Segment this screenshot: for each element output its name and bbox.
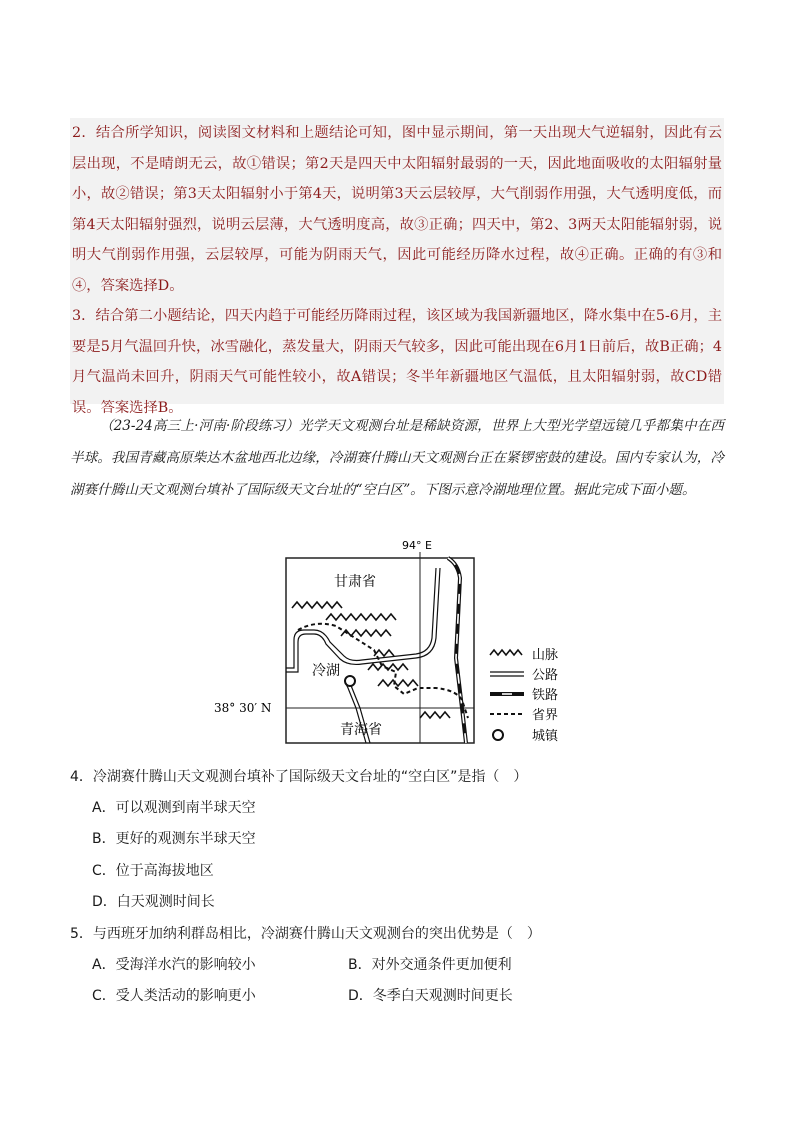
longitude-label: 94° E bbox=[402, 539, 432, 552]
qinghai-label: 青海省 bbox=[340, 722, 382, 738]
q4-option-d[interactable]: D．白天观测时间长 bbox=[92, 894, 215, 910]
legend-town-label: 城镇 bbox=[532, 729, 559, 744]
q4-option-c[interactable]: C．位于高海拔地区 bbox=[92, 863, 214, 879]
road-lines bbox=[286, 568, 440, 743]
q5-option-c[interactable]: C．受人类活动的影响更小 bbox=[92, 988, 256, 1004]
gansu-label: 甘肃省 bbox=[334, 574, 376, 590]
answer-text-2: 2．结合所学知识，阅读图文材料和上题结论可知，图中显示期间，第一天出现大气逆辐射，因此有云层出现，不是晴朗无云，故①错误；第2天是四天中太阳辐射最弱的一天，因此地面吸收的太阳辐射量小，故②错误；第3天太阳辐射小于第4天，说明第3天云层较厚，大气削弱作用强，大气透明度低，而第4天太阳辐射强烈，说明云层薄，大气透明度高，故③正确；四天中，第2、3两天太阳能辐射弱，说明大气削弱作用强，云层较厚，可能为阴雨天气，因此可能经历降水过程，故④正确。正确的有③和④，答案选择D。 bbox=[72, 125, 722, 294]
mountain-symbols bbox=[292, 602, 450, 718]
lenghu-town-marker bbox=[345, 676, 355, 686]
legend-boundary-label: 省界 bbox=[532, 708, 559, 723]
legend-railway-label: 铁路 bbox=[532, 688, 559, 703]
answer-paragraph-2 bbox=[70, 118, 724, 301]
answer-explanation-box bbox=[70, 118, 724, 416]
map-legend bbox=[490, 648, 559, 744]
q4-option-b[interactable]: B．更好的观测东半球天空 bbox=[92, 831, 256, 847]
q4-option-a[interactable]: A．可以观测到南半球天空 bbox=[92, 800, 256, 816]
question-5-stem: 5．与西班牙加纳利群岛相比，冷湖赛什腾山天文观测台的突出优势是（ ） bbox=[70, 926, 541, 942]
legend-road-label: 公路 bbox=[532, 668, 559, 683]
answer-text-3: 3．结合第二小题结论，四天内趋于可能经历降雨过程，该区域为我国新疆地区，降水集中在5-6月，主要是5月气温回升快，冰雪融化，蒸发量大，阴雨天气较多，因此可能出现在6月1日前后，故B正确；4月气温尚未回升，阴雨天气可能性较小，故A错误；冬半年新疆地区气温低，且太阳辐射弱，故CD错误。答案选择B。 bbox=[72, 308, 722, 416]
railway-line bbox=[448, 558, 466, 743]
legend-town-symbol bbox=[493, 730, 503, 740]
legend-mountain-symbol bbox=[490, 650, 522, 655]
question-intro: （23-24高三上·河南·阶段练习）光学天文观测台址是稀缺资源，世界上大型光学望远镜几乎都集中在西半球。我国青藏高原柴达木盆地西北边缘，冷湖赛什腾山天文观测台正在紧锣密鼓的建设。国内专家认为，冷湖赛什腾山天文观测台填补了国际级天文台址的“空白区”。下图示意冷湖地理位置。据此完成下面小题。 bbox=[70, 418, 724, 498]
legend-mountain-label: 山脉 bbox=[532, 648, 559, 663]
question-4-stem: 4．冷湖赛什腾山天文观测台填补了国际级天文台址的“空白区”是指（ ） bbox=[70, 769, 528, 785]
q5-option-a[interactable]: A．受海洋水汽的影响较小 bbox=[92, 957, 256, 973]
q5-option-d[interactable]: D．冬季白天观测时间更长 bbox=[348, 988, 513, 1004]
map-svg bbox=[206, 538, 586, 748]
latitude-label: 38° 30′ N bbox=[214, 701, 272, 715]
q5-option-b[interactable]: B．对外交通条件更加便利 bbox=[348, 957, 512, 973]
lenghu-location-map bbox=[206, 538, 586, 748]
answer-paragraph-3 bbox=[70, 301, 724, 423]
lenghu-label: 冷湖 bbox=[312, 663, 340, 679]
